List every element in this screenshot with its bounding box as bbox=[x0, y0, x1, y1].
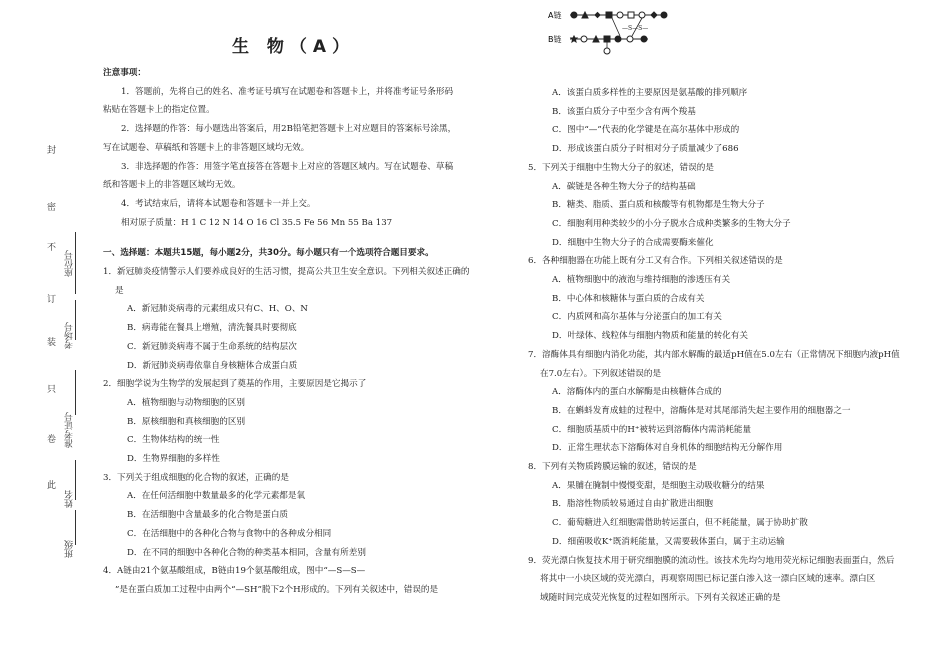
amino-acid-square bbox=[628, 12, 634, 18]
notice-line: 1．答题前，先将自己的姓名、准考证号填写在试题卷和答题卡上，并将准考证号条形码 bbox=[121, 86, 454, 97]
answer-option[interactable]: C．葡萄糖进入红细胞需借助转运蛋白，但不耗能量，属于协助扩散 bbox=[552, 518, 808, 529]
answer-option[interactable]: A．碳链是各种生物大分子的结构基础 bbox=[552, 181, 696, 192]
question-text: 1．新冠肺炎疫情警示人们要养成良好的生活习惯，提高公共卫生安全意识。下列相关叙述正确的 bbox=[103, 267, 470, 278]
exam-room-label[interactable]: 考场号 bbox=[65, 322, 75, 349]
amino-acid-diamond bbox=[595, 13, 600, 18]
chain-b-label: B链 bbox=[548, 35, 562, 44]
disulfide-bond bbox=[612, 18, 620, 36]
binding-char: 此 bbox=[47, 481, 57, 491]
amino-acid-circle bbox=[617, 12, 623, 18]
answer-option[interactable]: B．脂溶性物质较易通过自由扩散进出细胞 bbox=[552, 499, 714, 510]
answer-option[interactable]: B．中心体和核糖体与蛋白质的合成有关 bbox=[552, 293, 705, 304]
binding-char: 只 bbox=[47, 385, 57, 395]
answer-option[interactable]: D．在不同的细胞中各种化合物的种类基本相同，含量有所差别 bbox=[127, 547, 366, 558]
amino-acid-square bbox=[606, 12, 612, 18]
answer-option[interactable]: B．原核细胞和真核细胞的区别 bbox=[127, 416, 246, 427]
answer-option[interactable]: D．细胞中生物大分子的合成需要酶来催化 bbox=[552, 237, 714, 248]
spacer bbox=[103, 232, 473, 244]
answer-option[interactable]: C．在活细胞中的各种化合物与食物中的各种成分相同 bbox=[127, 528, 332, 539]
answer-option[interactable]: A．新冠肺炎病毒的元素组成只有C、H、O、N bbox=[127, 304, 308, 315]
notice-line: 3．非选择题的作答：用签字笔直接答在答题卡上对应的答题区域内。写在试题卷、草稿 bbox=[121, 161, 454, 172]
chain-a bbox=[570, 12, 667, 18]
answer-option[interactable]: B．糖类、脂质、蛋白质和核酸等有机物都是生物大分子 bbox=[552, 200, 765, 211]
peptide-chain-diagram bbox=[548, 6, 748, 78]
answer-option[interactable]: D．正常生理状态下溶酶体对自身机体的细胞结构无分解作用 bbox=[552, 443, 783, 454]
chain-a-label: A链 bbox=[548, 11, 562, 20]
binding-char: 密 bbox=[47, 203, 57, 213]
answer-option[interactable]: C．细胞质基质中的H⁺被转运到溶酶体内需消耗能量 bbox=[552, 424, 752, 435]
page-title: 生 物（A） bbox=[232, 37, 356, 57]
question-list bbox=[103, 263, 473, 600]
seat-number-label[interactable]: 座位号 bbox=[65, 250, 75, 277]
sulfur-label: —S—S— bbox=[622, 25, 649, 32]
question-text: 在7.0左右）。下列叙述错误的是 bbox=[540, 368, 662, 379]
amino-acid-circle bbox=[661, 12, 667, 18]
notice-line: 4．考试结束后，请将本试题卷和答题卡一并上交。 bbox=[121, 198, 316, 209]
amino-acid-circle bbox=[627, 36, 633, 42]
binding-char: 订 bbox=[47, 295, 57, 305]
question-text: 8．下列有关物质跨膜运输的叙述，错误的是 bbox=[528, 462, 697, 473]
answer-option[interactable]: D．叶绿体、线粒体与细胞内物质和能量的转化有关 bbox=[552, 331, 748, 342]
answer-option[interactable]: A．植物细胞中的液泡与维持细胞的渗透压有关 bbox=[552, 275, 731, 286]
answer-option[interactable]: C．图中“—”代表的化学键是在高尔基体中形成的 bbox=[552, 125, 740, 136]
question-text: ”是在蛋白质加工过程中由两个“—SH”脱下2个H形成的。下列有关叙述中，错误的是 bbox=[115, 584, 439, 595]
amino-acid-circle bbox=[604, 48, 610, 54]
admission-number-label[interactable]: 准考证号 bbox=[65, 412, 75, 448]
name-label[interactable]: 姓名 bbox=[65, 490, 75, 508]
amino-acid-circle bbox=[639, 12, 645, 18]
question-text: 9．荧光漂白恢复技术用于研究细胞膜的流动性。该技术先均匀地用荧光标记细胞表面蛋白，然后 bbox=[528, 555, 895, 566]
amino-acid-square bbox=[604, 36, 610, 42]
answer-option[interactable]: A．果脯在腌制中慢慢变甜，是细胞主动吸收糖分的结果 bbox=[552, 480, 765, 491]
answer-option[interactable]: C．内质网和高尔基体与分泌蛋白的加工有关 bbox=[552, 312, 722, 323]
answer-option[interactable]: D．新冠肺炎病毒依靠自身核糖体合成蛋白质 bbox=[127, 360, 298, 371]
atomic-masses: 相对原子质量：H 1 C 12 N 14 O 16 Cl 35.5 Fe 56 Mn 55 Ba 137 bbox=[121, 217, 393, 228]
class-label[interactable]: 班级 bbox=[65, 540, 75, 558]
binding-char: 封 bbox=[47, 146, 57, 156]
chain-b bbox=[570, 18, 648, 54]
answer-option[interactable]: B．病毒能在餐具上增殖，清洗餐具时要彻底 bbox=[127, 323, 297, 334]
answer-option[interactable]: B．在蝌蚪发育成蛙的过程中，溶酶体是对其尾部消失起主要作用的细胞器之一 bbox=[552, 405, 851, 416]
amino-acid-circle bbox=[615, 36, 621, 42]
right-column bbox=[528, 84, 928, 608]
amino-acid-circle bbox=[571, 12, 577, 18]
question-text: 2．细胞学说为生物学的发展起到了奠基的作用，主要原因是它揭示了 bbox=[103, 379, 367, 390]
question-text: 6．各种细胞器在功能上既有分工又有合作。下列相关叙述错误的是 bbox=[528, 256, 783, 267]
question-text: 3．下列关于组成细胞的化合物的叙述，正确的是 bbox=[103, 472, 289, 483]
question-text: 4．A链由21个氨基酸组成，B链由19个氨基酸组成，图中“—S—S— bbox=[103, 566, 366, 577]
left-column bbox=[103, 64, 473, 600]
amino-acid-star bbox=[571, 36, 577, 42]
binding-char: 装 bbox=[47, 338, 57, 348]
answer-option[interactable]: B．该蛋白质分子中至少含有两个羧基 bbox=[552, 106, 696, 117]
answer-option[interactable]: C．新冠肺炎病毒不属于生命系统的结构层次 bbox=[127, 341, 297, 352]
notice-line: 2．选择题的作答：每小题选出答案后，用2B铅笔把答题卡上对应题目的答案标号涂黑， bbox=[121, 124, 457, 135]
question-text: 7．溶酶体具有细胞内消化功能，其内部水解酶的最适pH值在5.0左右（正常情况下细胞内液pH值 bbox=[528, 349, 900, 360]
answer-option[interactable]: A．植物细胞与动物细胞的区别 bbox=[127, 397, 245, 408]
answer-option[interactable]: B．在活细胞中含量最多的化合物是蛋白质 bbox=[127, 510, 289, 521]
question-text: 5．下列关于细胞中生物大分子的叙述，错误的是 bbox=[528, 162, 714, 173]
notice-heading: 注意事项： bbox=[103, 68, 146, 78]
notice-line: 粘贴在答题卡上的指定位置。 bbox=[103, 105, 215, 116]
notice-line: 纸和答题卡上的非答题区域均无效。 bbox=[103, 180, 241, 191]
question-text: 域随时间完成荧光恢复的过程如图所示。下列有关叙述正确的是 bbox=[540, 592, 781, 603]
answer-option[interactable]: A．溶酶体内的蛋白水解酶是由核糖体合成的 bbox=[552, 387, 722, 398]
question-text: 是 bbox=[115, 285, 124, 296]
section-heading: 一、选择题：本题共15题，每小题2分，共30分。每小题只有一个选项符合题目要求。 bbox=[103, 248, 434, 259]
amino-acid-diamond bbox=[651, 12, 657, 18]
answer-option[interactable]: D．形成该蛋白质分子时相对分子质量减少了686 bbox=[552, 144, 739, 155]
answer-option[interactable]: A．该蛋白质多样性的主要原因是氨基酸的排列顺序 bbox=[552, 88, 748, 98]
amino-acid-circle bbox=[581, 36, 587, 42]
field-line bbox=[75, 370, 76, 415]
binding-char: 卷 bbox=[47, 435, 57, 445]
notice-line: 写在试题卷、草稿纸和答题卡上的非答题区域均无效。 bbox=[103, 142, 310, 153]
answer-option[interactable]: D．细菌吸收K⁺既消耗能量，又需要载体蛋白，属于主动运输 bbox=[552, 536, 785, 547]
answer-option[interactable]: C．细胞利用种类较少的小分子脱水合成种类繁多的生物大分子 bbox=[552, 218, 791, 229]
answer-option[interactable]: C．生物体结构的统一性 bbox=[127, 435, 220, 446]
answer-option[interactable]: D．生物界细胞的多样性 bbox=[127, 454, 220, 465]
answer-option[interactable]: A．在任何活细胞中数量最多的化学元素都是氧 bbox=[127, 491, 306, 502]
question-text: 将其中一小块区域的荧光漂白，再观察周围已标记蛋白渗入这一漂白区域的速率。漂白区 bbox=[540, 574, 876, 585]
binding-char: 不 bbox=[47, 243, 57, 253]
amino-acid-circle bbox=[641, 36, 647, 42]
